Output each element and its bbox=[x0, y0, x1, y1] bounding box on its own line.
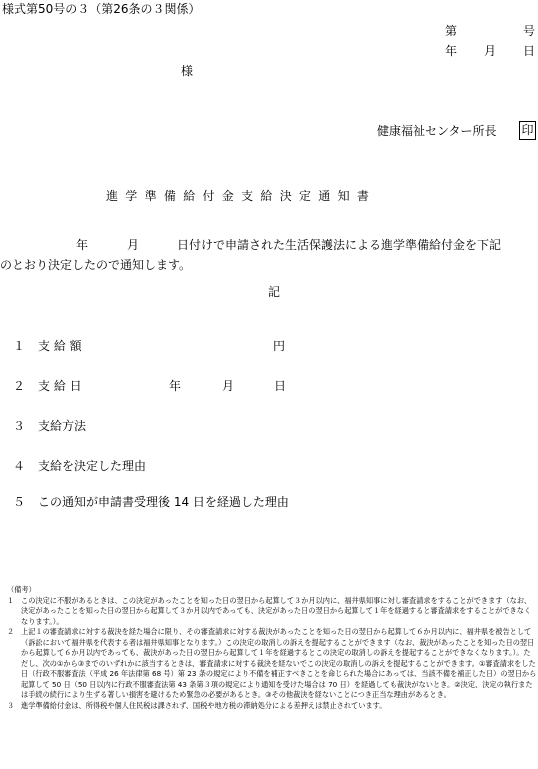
body-line-1-text: 日付けで申請された生活保護法による進学準備給付金を下記 bbox=[177, 238, 502, 252]
notes-section bbox=[7, 585, 537, 711]
seal-box: 印 bbox=[519, 121, 536, 140]
item-payment-method bbox=[13, 417, 86, 434]
issue-date-year-label: 年 bbox=[445, 44, 458, 58]
note-number: ２ bbox=[7, 627, 15, 636]
item-number: ５ bbox=[13, 495, 26, 509]
notice-body-line-1 bbox=[0, 236, 501, 253]
form-number: 様式第50号の３（第26条の３関係） bbox=[2, 2, 201, 16]
note-3 bbox=[7, 701, 537, 712]
item-label: 支給を決定した理由 bbox=[38, 459, 147, 473]
item-number: １ bbox=[13, 339, 26, 353]
item-label: 支 給 額 bbox=[38, 339, 82, 353]
issuer-title: 健康福祉センター所長 bbox=[377, 124, 497, 138]
note-2 bbox=[7, 627, 537, 701]
body-year-label: 年 bbox=[76, 238, 89, 252]
recipient-honorific: 様 bbox=[181, 64, 194, 78]
item-label: 支給方法 bbox=[38, 419, 87, 433]
note-text: この決定に不服があるときは、この決定があったことを知った日の翌日から起算して３か月以内に、福井県知事に対し審査請求をすることができます（なお、決定があったことを知った日の翌日から起算して３か月以内であっても、決定があった日の翌日から起算して１年を経過すると審査請求をすることができなくなります。）。 bbox=[21, 595, 532, 626]
item-payment-date bbox=[13, 377, 82, 394]
item-number: ２ bbox=[13, 379, 26, 393]
document-title: 進学準備給付金支給決定通知書 bbox=[106, 189, 377, 203]
yen-label: 円 bbox=[273, 339, 286, 353]
note-text: 上記１の審査請求に対する裁決を経た場合に限り、その審査請求に対する裁決があったことを知った日の翌日から起算して６か月以内に、福井県を被告として（訴訟において福井県を代表する者は福井県知事となります。）この決定の取消しの訴えを提起することができます（なお、裁決があったことを知った日の翌日から起算して６か月以内であっても、裁決があった日の翌日から起算して１年を経過するとこの決定の取消しの訴えを提起することができなくなります。）。ただし、次の①から③までのいずれかに該当するときは、審査請求に対する裁決を経ないでこの決定の取消しの訴えを提起することができます。①審査請求をした日（行政不服審査法（平成 26 年法律第 68 号）第 23 条の規定により不備を補正すべきことを命じられた場合にあっては、当該不備を補正した日）の翌日から起算して 50 日（50 日以内に行政不服審査法第 43 条第３項の規定により通知を受けた場合は 70 日）を経過しても裁決がないとき。②決定、決定の執行または手続の続行により生ずる著しい損害を避けるため緊急の必要があるとき。③その他裁決を経ないことにつき正当な理由があるとき。 bbox=[21, 627, 537, 699]
payment-date-month-label: 月 bbox=[222, 379, 235, 393]
document-number-suffix: 号 bbox=[523, 24, 536, 38]
payment-date-day-label: 日 bbox=[274, 379, 287, 393]
note-1 bbox=[7, 596, 537, 628]
ki-heading: 記 bbox=[268, 285, 281, 299]
note-number: ３ bbox=[7, 700, 15, 710]
item-delay-reason bbox=[13, 493, 289, 510]
document-number-prefix: 第 bbox=[445, 24, 458, 38]
issue-date-month-label: 月 bbox=[484, 44, 497, 58]
issue-date-day-label: 日 bbox=[523, 44, 536, 58]
item-payment-amount bbox=[13, 337, 82, 354]
payment-date-year-label: 年 bbox=[169, 379, 182, 393]
item-label: 支 給 日 bbox=[38, 379, 82, 393]
item-label: この通知が申請書受理後 14 日を経過した理由 bbox=[38, 495, 289, 509]
notice-body-line-2: のとおり決定したので通知します。 bbox=[0, 258, 192, 272]
item-number: ３ bbox=[13, 419, 26, 433]
note-number: １ bbox=[7, 595, 15, 605]
note-text: 進学準備給付金は、所得税や個人住民税は課されず、国税や地方税の滞納処分による差押えは禁止されています。 bbox=[21, 700, 387, 710]
item-number: ４ bbox=[13, 459, 26, 473]
item-decision-reason bbox=[13, 457, 146, 474]
notes-heading: （備考） bbox=[7, 585, 36, 594]
body-month-label: 月 bbox=[127, 238, 140, 252]
